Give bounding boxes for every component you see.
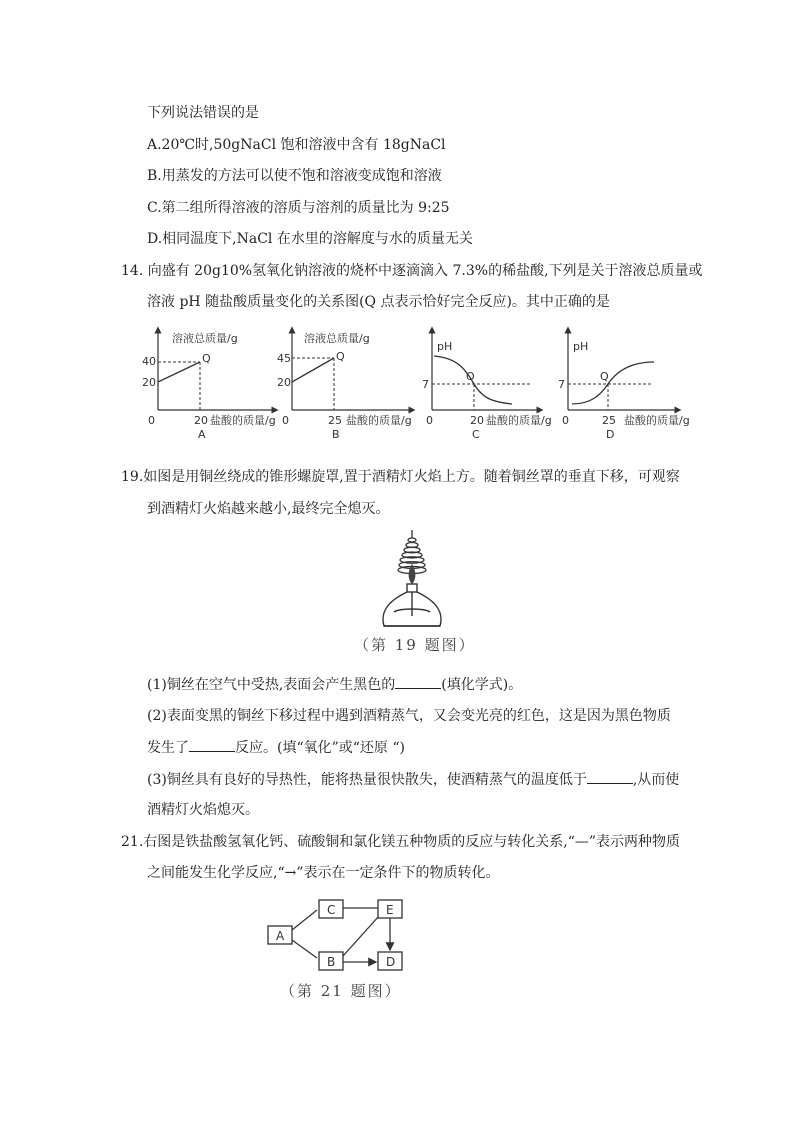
box-b-label: B	[327, 955, 336, 969]
q14-line2: 溶液 pH 随盐酸质量变化的关系图(Q 点表示恰好完全反应)。其中正确的是	[147, 294, 610, 310]
graph-a-origin: 0	[148, 414, 155, 427]
q13-stem: 下列说法错误的是	[147, 105, 259, 121]
graph-c	[422, 330, 552, 441]
graph-c-ytick: 7	[422, 378, 429, 391]
graph-d-origin: 0	[562, 414, 569, 427]
graph-c-xtick: 20	[470, 414, 484, 427]
graph-b-letter: B	[332, 428, 340, 441]
q19-line2: 到酒精灯火焰越来越小,最终完全熄灭。	[147, 501, 390, 517]
graph-b-point: Q	[336, 350, 345, 363]
q19-figure	[370, 528, 460, 630]
graph-a-ytick-top: 40	[142, 355, 156, 368]
graph-d	[558, 330, 690, 441]
q19-part3-line2: 酒精灯火焰熄灭。	[147, 802, 259, 818]
graph-b-origin: 0	[282, 414, 289, 427]
q13-option-b: B.用蒸发的方法可以使不饱和溶液变成饱和溶液	[147, 168, 442, 184]
q19-part3-text-b: ,从而使	[632, 772, 680, 788]
graph-c-xlabel: 盐酸的质量/g	[486, 414, 552, 427]
graph-a-xlabel: 盐酸的质量/g	[210, 414, 276, 427]
box-e-label: E	[386, 903, 394, 917]
graph-d-ylabel: pH	[573, 340, 589, 353]
graph-b-xlabel: 盐酸的质量/g	[346, 414, 412, 427]
graph-a-xtick: 20	[194, 414, 208, 427]
graph-d-letter: D	[606, 428, 615, 441]
q19-part1-text-a: (1)铜丝在空气中受热,表面会产生黑色的	[147, 677, 396, 693]
q19-blank-2[interactable]	[189, 738, 235, 752]
q19-caption: （第 19 题图）	[354, 636, 476, 654]
graph-c-letter: C	[472, 428, 480, 441]
box-c-label: C	[327, 903, 336, 917]
q14-graphs	[140, 320, 690, 448]
q19-part1-text-b: (填化学式)。	[441, 677, 523, 693]
graph-b-ytick-top: 45	[277, 352, 291, 365]
q13-option-d: D.相同温度下,NaCl 在水里的溶解度与水的质量无关	[147, 231, 473, 247]
graph-d-xlabel: 盐酸的质量/g	[624, 414, 690, 427]
q19-line1: 19.如图是用铜丝绕成的锥形螺旋罩,置于酒精灯火焰上方。随着铜丝罩的垂直下移，可观察	[121, 469, 680, 485]
q19-blank-1[interactable]	[395, 675, 441, 689]
q21-line1: 21.右图是铁盐酸氢氧化钙、硫酸铜和氯化镁五种物质的反应与转化关系,“—”表示两种物质	[121, 834, 681, 850]
q14-line1: 14. 向盛有 20g10%氢氧化钠溶液的烧杯中逐滴滴入 7.3%的稀盐酸,下列是关于溶液总质量或	[121, 263, 703, 279]
graph-b-ytick-low: 20	[277, 376, 291, 389]
alcohol-lamp-icon	[383, 584, 441, 626]
graph-b	[277, 330, 412, 441]
graph-a-letter: A	[198, 428, 206, 441]
graph-d-point: Q	[600, 370, 609, 383]
graph-c-ylabel: pH	[437, 340, 453, 353]
graph-a-ylabel: 溶液总质量/g	[172, 332, 238, 345]
q21-diagram	[262, 896, 412, 978]
q19-part2-line1: (2)表面变黑的铜丝下移过程中遇到酒精蒸气，又会变光亮的红色，这是因为黑色物质	[147, 708, 671, 724]
q19-part3-line1	[147, 770, 679, 789]
graph-d-xtick: 25	[602, 414, 616, 427]
graph-b-xtick: 25	[328, 414, 342, 427]
graph-a	[142, 330, 276, 441]
q19-part1	[147, 675, 522, 694]
graph-b-ylabel: 溶液总质量/g	[304, 332, 370, 345]
q19-blank-3[interactable]	[587, 770, 633, 784]
q19-part2-text-c: 反应。(填“氧化”或“还原 “)	[235, 740, 406, 756]
graph-a-ytick-low: 20	[142, 376, 156, 389]
q21-caption: （第 21 题图）	[280, 982, 402, 1000]
graph-c-point: Q	[466, 370, 475, 383]
box-d-label: D	[386, 955, 396, 969]
q21-line2: 之间能发生化学反应,“→”表示在一定条件下的物质转化。	[147, 865, 500, 881]
graph-d-ytick: 7	[558, 378, 565, 391]
q19-part2-line2	[147, 738, 405, 757]
q19-part2-text-b: 发生了	[147, 740, 189, 756]
box-a-label: A	[276, 929, 285, 943]
graph-a-point: Q	[202, 352, 211, 365]
q13-option-c: C.第二组所得溶液的溶质与溶剂的质量比为 9:25	[147, 200, 450, 216]
q19-part3-text-a: (3)铜丝具有良好的导热性，能将热量很快散失，使酒精蒸气的温度低于	[147, 772, 587, 788]
q13-option-a: A.20℃时,50gNaCl 饱和溶液中含有 18gNaCl	[147, 137, 446, 153]
graph-c-origin: 0	[426, 414, 433, 427]
